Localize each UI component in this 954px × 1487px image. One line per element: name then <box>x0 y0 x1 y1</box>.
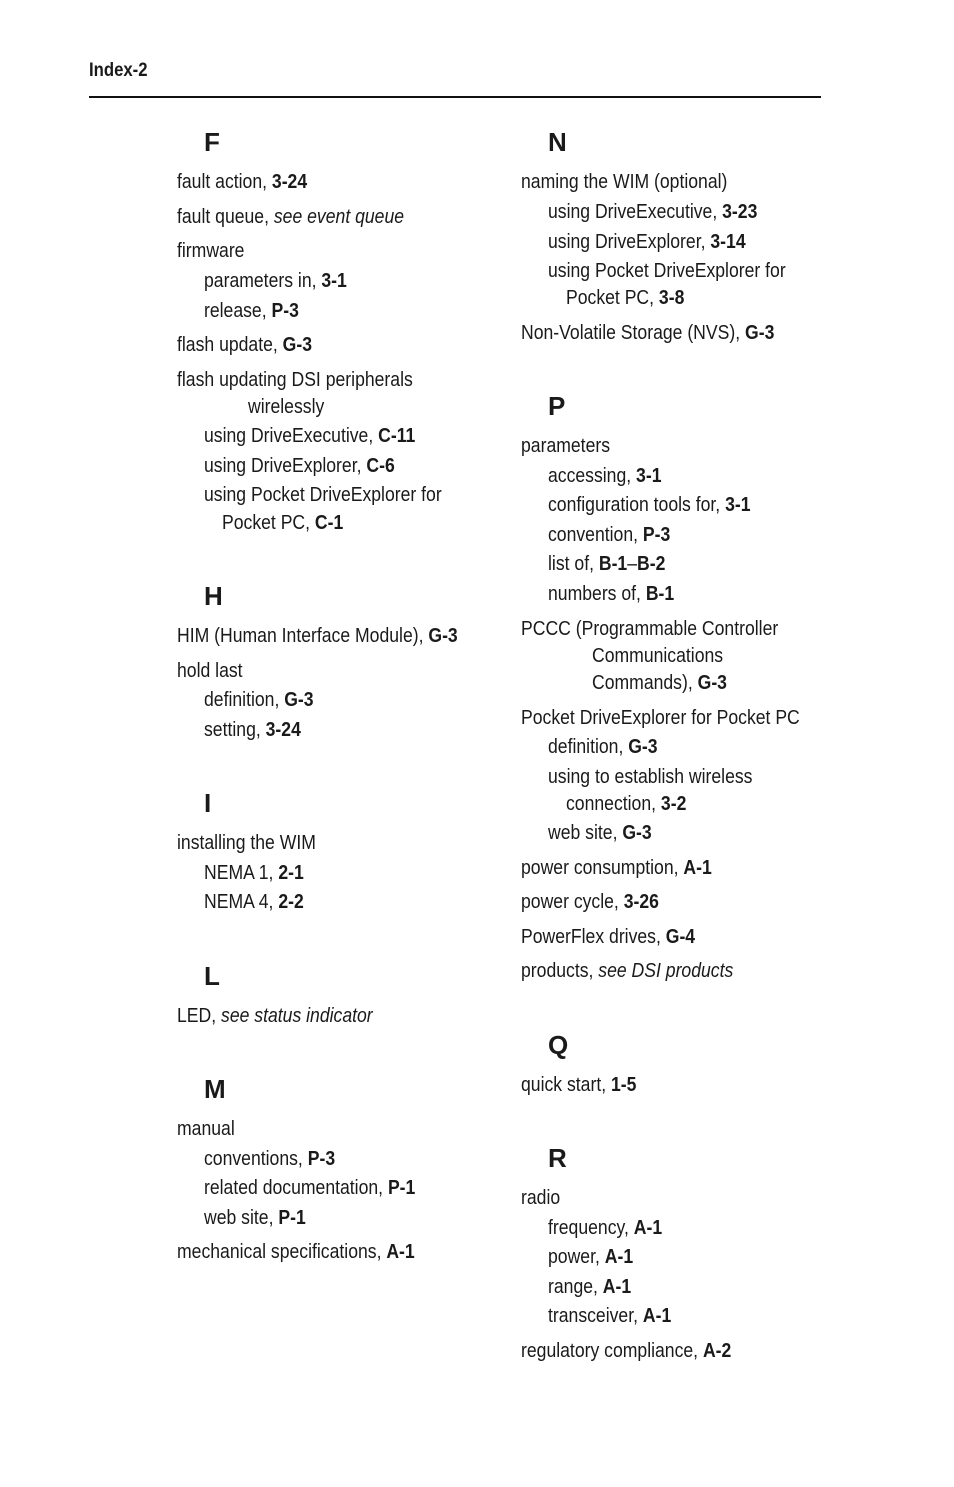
index-subentry: frequency, A-1 <box>548 1217 663 1239</box>
index-subentry: definition, G-3 <box>204 689 314 711</box>
index-subentry: accessing, 3-1 <box>548 465 662 487</box>
index-subentry: range, A-1 <box>548 1276 632 1298</box>
index-entry: PowerFlex drives, G-4 <box>521 926 696 948</box>
index-entry-continuation: Communications <box>592 645 724 667</box>
index-subentry: using DriveExecutive, 3-23 <box>548 201 758 223</box>
index-entry: installing the WIM <box>177 832 316 854</box>
index-entry: naming the WIM (optional) <box>521 171 728 193</box>
index-entry: power consumption, A-1 <box>521 857 712 879</box>
index-subentry: parameters in, 3-1 <box>204 270 347 292</box>
index-entry: Non-Volatile Storage (NVS), G-3 <box>521 322 775 344</box>
index-subentry-continuation: Pocket PC, 3-8 <box>566 287 685 309</box>
section-letter-q: Q <box>548 1030 569 1060</box>
section-letter-l: L <box>204 961 220 991</box>
page-header: Index-2 <box>89 60 148 81</box>
index-subentry: using Pocket DriveExplorer for <box>204 484 442 506</box>
index-subentry: setting, 3-24 <box>204 719 301 741</box>
index-entry: fault action, 3-24 <box>177 171 308 193</box>
index-subentry: using DriveExplorer, C-6 <box>204 455 395 477</box>
section-letter-r: R <box>548 1143 567 1173</box>
index-entry: fault queue, see event queue <box>177 206 405 228</box>
index-subentry: convention, P-3 <box>548 524 671 546</box>
index-subentry: using to establish wireless <box>548 766 753 788</box>
index-subentry: power, A-1 <box>548 1246 634 1268</box>
index-entry: parameters <box>521 435 611 457</box>
index-subentry-continuation: Pocket PC, C-1 <box>222 512 344 534</box>
index-subentry: related documentation, P-1 <box>204 1177 416 1199</box>
index-entry: Pocket DriveExplorer for Pocket PC <box>521 707 800 729</box>
index-entry: flash updating DSI peripherals <box>177 369 413 391</box>
index-entry: hold last <box>177 660 243 682</box>
index-entry: mechanical specifications, A-1 <box>177 1241 415 1263</box>
section-letter-m: M <box>204 1074 226 1104</box>
section-letter-i: I <box>204 788 212 818</box>
index-entry: power cycle, 3-26 <box>521 891 659 913</box>
index-subentry: using DriveExplorer, 3-14 <box>548 231 746 253</box>
index-entry-continuation: Commands), G-3 <box>592 672 727 694</box>
index-entry: HIM (Human Interface Module), G-3 <box>177 625 458 647</box>
section-letter-h: H <box>204 581 223 611</box>
index-subentry: NEMA 4, 2-2 <box>204 891 304 913</box>
index-subentry: release, P-3 <box>204 300 299 322</box>
index-subentry-continuation: connection, 3-2 <box>566 793 687 815</box>
section-letter-p: P <box>548 391 566 421</box>
index-entry: firmware <box>177 240 245 262</box>
index-subentry: list of, B-1–B-2 <box>548 553 666 575</box>
index-subentry: configuration tools for, 3-1 <box>548 494 751 516</box>
index-subentry: using Pocket DriveExplorer for <box>548 260 786 282</box>
index-subentry: using DriveExecutive, C-11 <box>204 425 416 447</box>
index-subentry: transceiver, A-1 <box>548 1305 672 1327</box>
section-letter-n: N <box>548 127 567 157</box>
section-letter-f: F <box>204 127 220 157</box>
index-subentry: web site, P-1 <box>204 1207 306 1229</box>
index-entry: products, see DSI products <box>521 960 734 982</box>
index-entry: flash update, G-3 <box>177 334 313 356</box>
index-entry-continuation: wirelessly <box>248 396 325 418</box>
index-entry: quick start, 1-5 <box>521 1074 637 1096</box>
index-subentry: conventions, P-3 <box>204 1148 336 1170</box>
index-entry: LED, see status indicator <box>177 1005 373 1027</box>
index-entry: radio <box>521 1187 561 1209</box>
index-entry: PCCC (Programmable Controller <box>521 618 779 640</box>
index-subentry: NEMA 1, 2-1 <box>204 862 304 884</box>
index-entry: regulatory compliance, A-2 <box>521 1340 732 1362</box>
index-subentry: definition, G-3 <box>548 736 658 758</box>
index-entry: manual <box>177 1118 235 1140</box>
index-subentry: numbers of, B-1 <box>548 583 675 605</box>
header-rule <box>89 96 821 98</box>
index-subentry: web site, G-3 <box>548 822 652 844</box>
